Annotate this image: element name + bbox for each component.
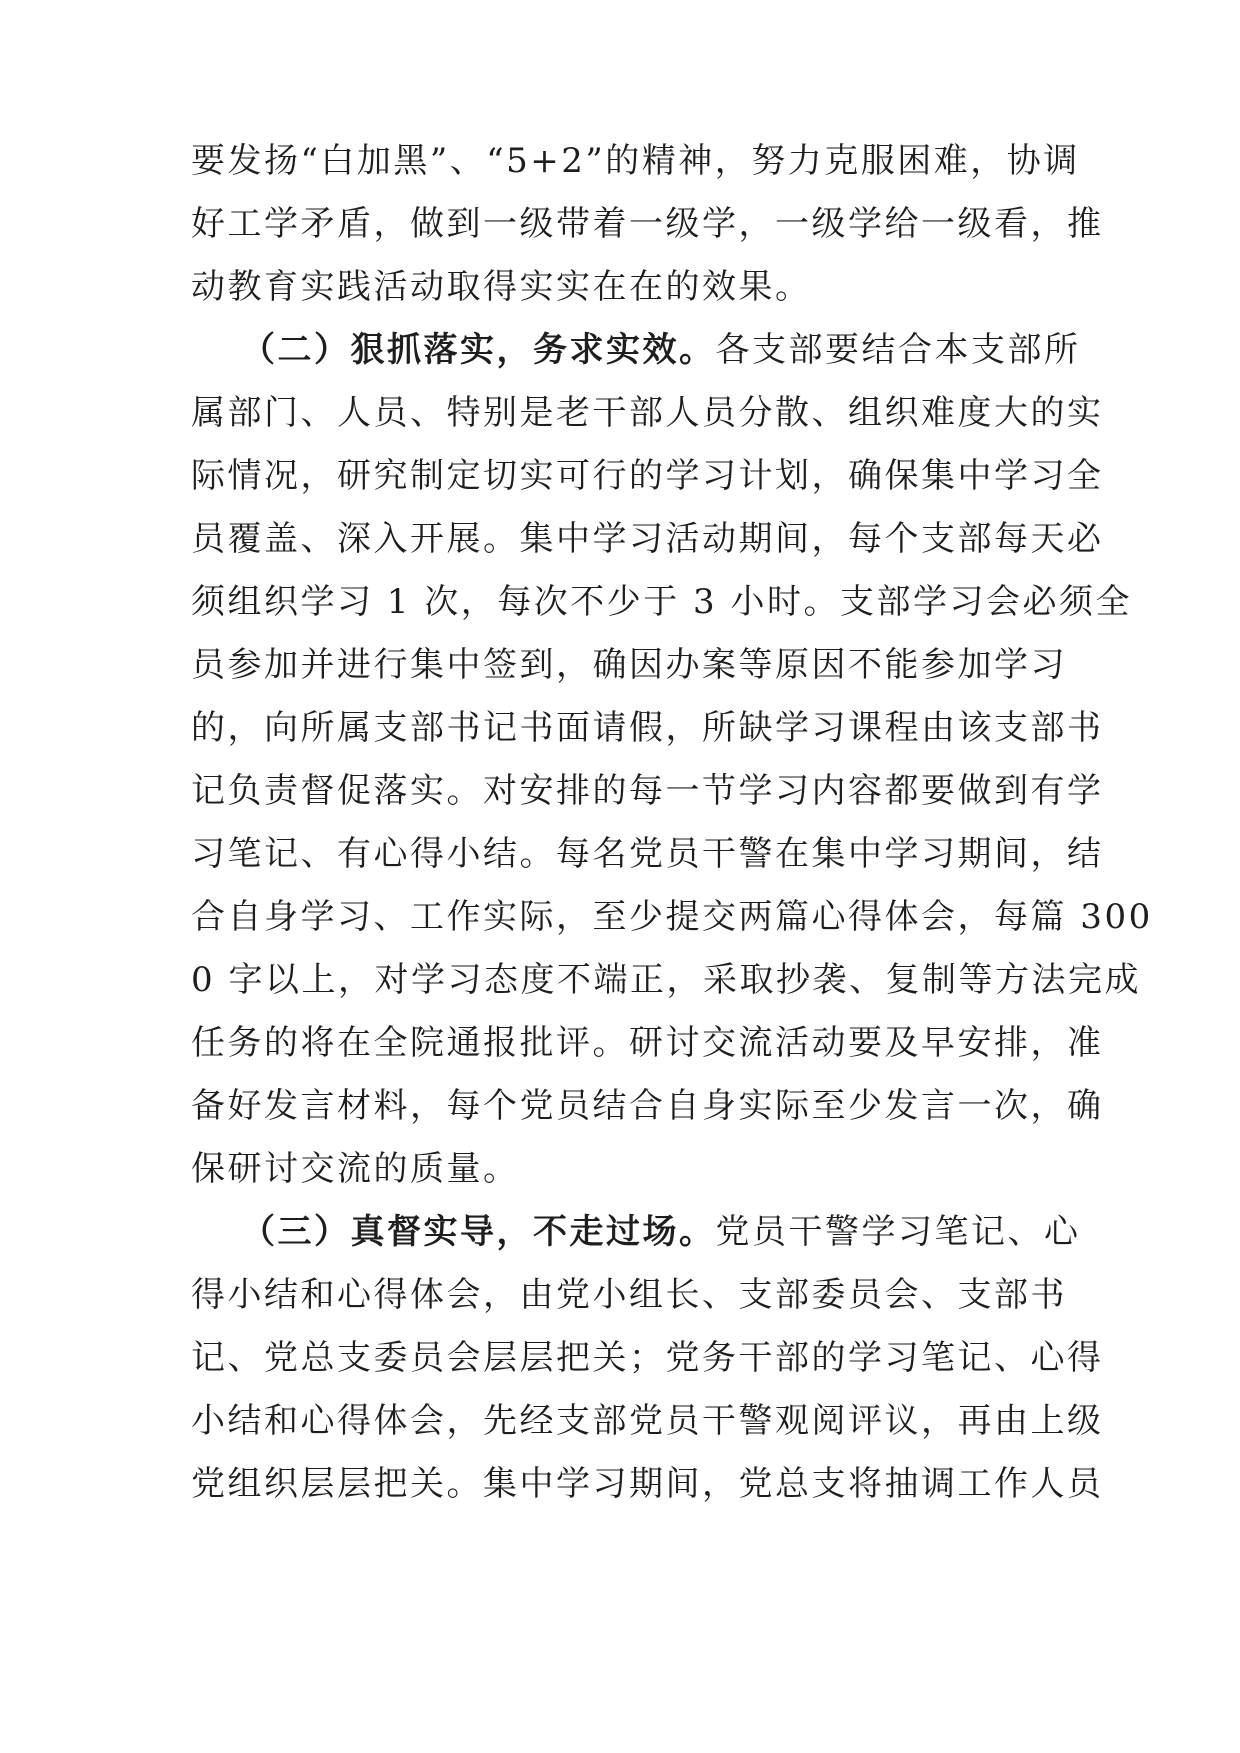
text-line: 备好发言材料，每个党员结合自身实际至少发言一次，确 <box>191 1086 1104 1126</box>
text-line: 属部门、人员、特别是老干部人员分散、组织难度大的实 <box>191 393 1104 433</box>
text-line: 记、党总支委员会层层把关；党务干部的学习笔记、心得 <box>191 1338 1104 1378</box>
text-line: 党组织层层把关。集中学习期间，党总支将抽调工作人员 <box>191 1464 1104 1504</box>
text-line: 保研讨交流的质量。 <box>191 1149 520 1189</box>
text-line: 小结和心得体会，先经支部党员干警观阅评议，再由上级 <box>191 1401 1104 1441</box>
text-line: 要发扬“白加黑”、“5+2”的精神，努力克服困难，协调 <box>191 141 1080 181</box>
text-line: 员参加并进行集中签到，确因办案等原因不能参加学习 <box>191 645 1067 685</box>
text-run: 各支部要结合本支部所 <box>715 330 1081 370</box>
section-paragraph-2 <box>241 328 1081 372</box>
text-line: 员覆盖、深入开展。集中学习活动期间，每个支部每天必 <box>191 519 1104 559</box>
section-heading-2: （二）狠抓落实，务求实效。 <box>241 330 716 370</box>
text-line: 际情况，研究制定切实可行的学习计划，确保集中学习全 <box>191 456 1104 496</box>
text-line: 0 字以上，对学习态度不端正，采取抄袭、复制等方法完成 <box>191 960 1141 1000</box>
text-run: 党员干警学习笔记、心 <box>715 1212 1081 1252</box>
text-line: 任务的将在全院通报批评。研讨交流活动要及早安排，准 <box>191 1023 1104 1063</box>
text-line: 合自身学习、工作实际，至少提交两篇心得体会，每篇 300 <box>191 897 1153 937</box>
section-heading-3: （三）真督实导，不走过场。 <box>241 1212 716 1252</box>
text-line: 的，向所属支部书记书面请假，所缺学习课程由该支部书 <box>191 708 1104 748</box>
text-line: 好工学矛盾，做到一级带着一级学，一级学给一级看，推 <box>191 204 1104 244</box>
section-paragraph-3 <box>241 1210 1081 1254</box>
text-line: 动教育实践活动取得实实在在的效果。 <box>191 267 812 307</box>
text-line: 记负责督促落实。对安排的每一节学习内容都要做到有学 <box>191 771 1104 811</box>
text-line: 习笔记、有心得小结。每名党员干警在集中学习期间，结 <box>191 834 1104 874</box>
text-line: 得小结和心得体会，由党小组长、支部委员会、支部书 <box>191 1275 1067 1315</box>
text-line: 须组织学习 1 次，每次不少于 3 小时。支部学习会必须全 <box>191 582 1132 622</box>
